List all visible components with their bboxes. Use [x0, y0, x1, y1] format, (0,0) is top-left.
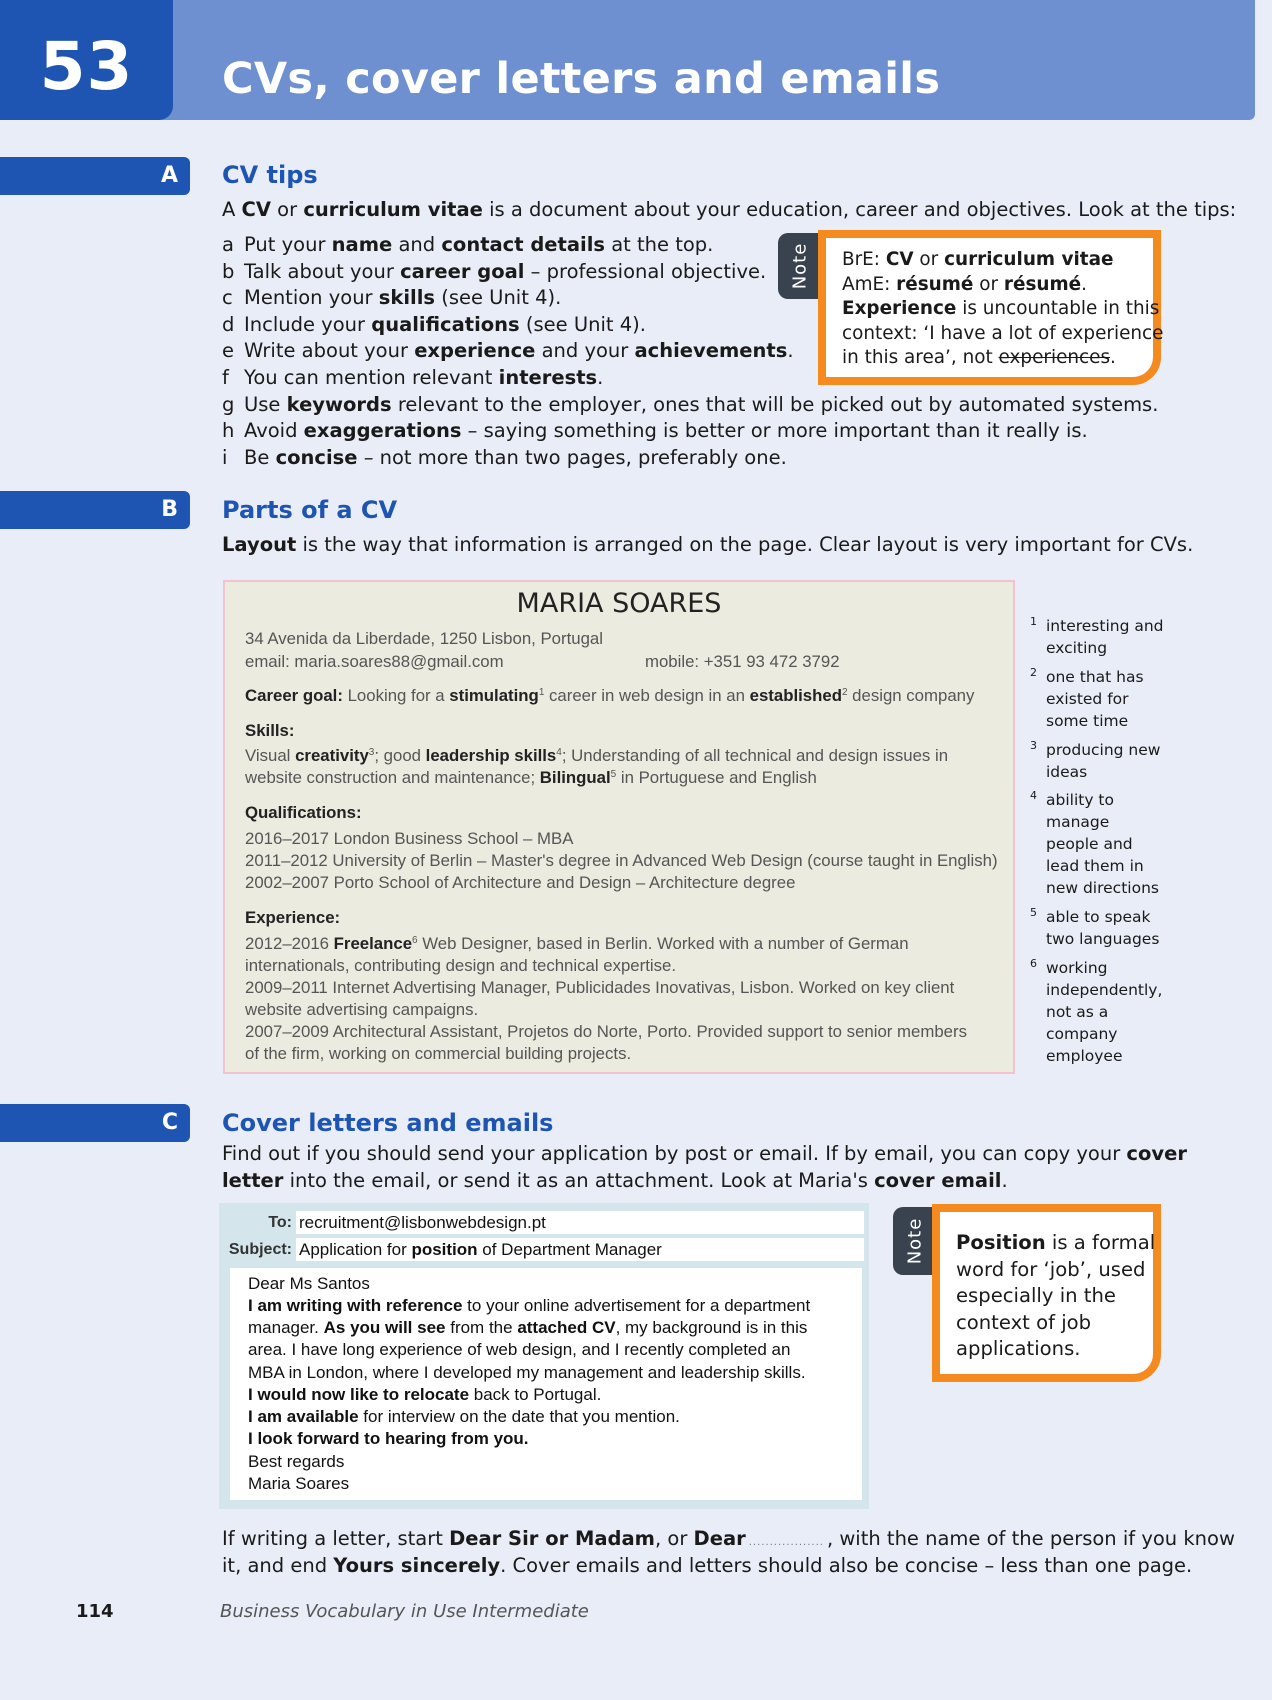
section-c-intro: letter into the email, or send it as an attachment. Look at Maria's cover email. [222, 1169, 1008, 1192]
section-a-letter: A [160, 163, 178, 188]
tip-item: e Write about your experience and your achievements. [222, 339, 794, 363]
cv-experience-line: website advertising campaigns. [245, 1000, 479, 1019]
cv-skills-line: website construction and maintenance; Bilingual$^5$ in Portuguese and English [245, 768, 817, 787]
email-subject-value: Application for position of Department Manager [299, 1240, 662, 1259]
unit-title: CVs, cover letters and emails [222, 54, 941, 104]
section-b-tab [0, 491, 190, 529]
page-number: 114 [76, 1601, 114, 1622]
cv-qualification: 2011–2012 University of Berlin – Master's degree in Advanced Web Design (course taught in English) [245, 851, 998, 870]
cv-experience-line: 2007–2009 Architectural Assistant, Projetos do Norte, Porto. Provided support to senior members [245, 1022, 967, 1041]
cv-experience-line: 2012–2016 Freelance$^6$ Web Designer, based in Berlin. Worked with a number of German [245, 934, 909, 953]
section-a-title: CV tips [222, 161, 318, 189]
email-line: Best regards [248, 1452, 345, 1471]
unit-number: 53 [39, 28, 134, 105]
email-to-value: recruitment@lisbonwebdesign.pt [299, 1213, 546, 1232]
cv-address: 34 Avenida da Liberdade, 1250 Lisbon, Portugal [245, 629, 603, 648]
closing-text: If writing a letter, start Dear Sir or Madam, or Dear .................. , with the name of the person if you know [222, 1527, 1235, 1550]
tip-item: d Include your qualifications (see Unit 4). [222, 312, 646, 336]
cv-experience-line: of the firm, working on commercial building projects. [245, 1044, 632, 1063]
note-tab: Note [778, 233, 821, 299]
tip-item: h Avoid exaggerations – saying something is better or more important than it really is. [222, 419, 1088, 443]
email-line: I am available for interview on the date that you mention. [248, 1407, 680, 1426]
cv-experience-heading: Experience: [245, 908, 341, 927]
cv-career-goal: Career goal: Looking for a stimulating$^1$ career in web design in an established$^2$ design company [245, 686, 975, 705]
cv-qualification: 2002–2007 Porto School of Architecture and Design – Architecture degree [245, 873, 796, 892]
section-c-letter: C [161, 1110, 178, 1135]
book-title: Business Vocabulary in Use Intermediate [220, 1601, 589, 1622]
email-line: Dear Ms Santos [248, 1274, 370, 1293]
cv-mobile: mobile: +351 93 472 3792 [645, 652, 840, 671]
note-tab: Note [893, 1207, 936, 1275]
cv-qualifications-heading: Qualifications: [245, 803, 362, 822]
email-line: manager. As you will see from the attached CV, my background is in this [248, 1318, 808, 1337]
email-to-label: To: [268, 1214, 292, 1231]
note-box: BrE: CV or curriculum vitae AmE: résumé or résumé. Experience is uncountable in this context: ‘I have a lot of experience in this area’, not experiences. [818, 230, 1161, 385]
email-line: Maria Soares [248, 1474, 350, 1493]
cv-experience-line: internationals, contributing design and technical expertise. [245, 956, 676, 975]
cv-name: MARIA SOARES [516, 588, 722, 619]
closing-text: it, and end Yours sincerely. Cover emails and letters should also be concise – less than one page. [222, 1554, 1193, 1577]
email-line: MBA in London, where I developed my management and leadership skills. [248, 1363, 806, 1382]
cv-qualification: 2016–2017 London Business School – MBA [245, 829, 574, 848]
tip-item: c Mention your skills (see Unit 4). [222, 286, 562, 310]
tip-item: g Use keywords relevant to the employer, ones that will be picked out by automated systems. [222, 392, 1159, 416]
tip-item: a Put your name and contact details at the top. [222, 233, 714, 256]
section-b-intro: Layout is the way that information is arranged on the page. Clear layout is very important for CVs. [222, 533, 1194, 556]
cv-skills-heading: Skills: [245, 721, 295, 740]
email-line: I would now like to relocate back to Portugal. [248, 1385, 602, 1404]
section-a-intro: A CV or curriculum vitae is a document about your education, career and objectives. Look at the tips: [222, 198, 1237, 221]
section-b-letter: B [161, 497, 178, 522]
cv-experience-line: 2009–2011 Internet Advertising Manager, Publicidades Inovativas, Lisbon. Worked on key client [245, 978, 955, 997]
tip-item: i Be concise – not more than two pages, preferably one. [222, 445, 787, 469]
section-c-tab [0, 1104, 190, 1142]
note-box: Position is a formal word for ‘job’, used especially in the context of job applications. [932, 1204, 1161, 1382]
tip-item: b Talk about your career goal – professional objective. [222, 259, 767, 283]
cv-skills-line: Visual creativity$^3$; good leadership skills$^4$; Understanding of all technical and design issues in [245, 746, 949, 765]
section-a-tab [0, 157, 190, 195]
email-line: area. I have long experience of web design, and I recently completed an [248, 1340, 791, 1359]
email-subject-label: Subject: [228, 1241, 292, 1258]
email-line: I am writing with reference to your online advertisement for a department [248, 1296, 811, 1315]
cv-email: email: maria.soares88@gmail.com [245, 652, 504, 671]
section-c-title: Cover letters and emails [222, 1109, 554, 1137]
email-line: I look forward to hearing from you. [248, 1429, 529, 1448]
section-c-intro: Find out if you should send your application by post or email. If by email, you can copy your cover [222, 1142, 1187, 1165]
tip-item: f You can mention relevant interests. [222, 366, 604, 389]
section-b-title: Parts of a CV [222, 496, 398, 524]
